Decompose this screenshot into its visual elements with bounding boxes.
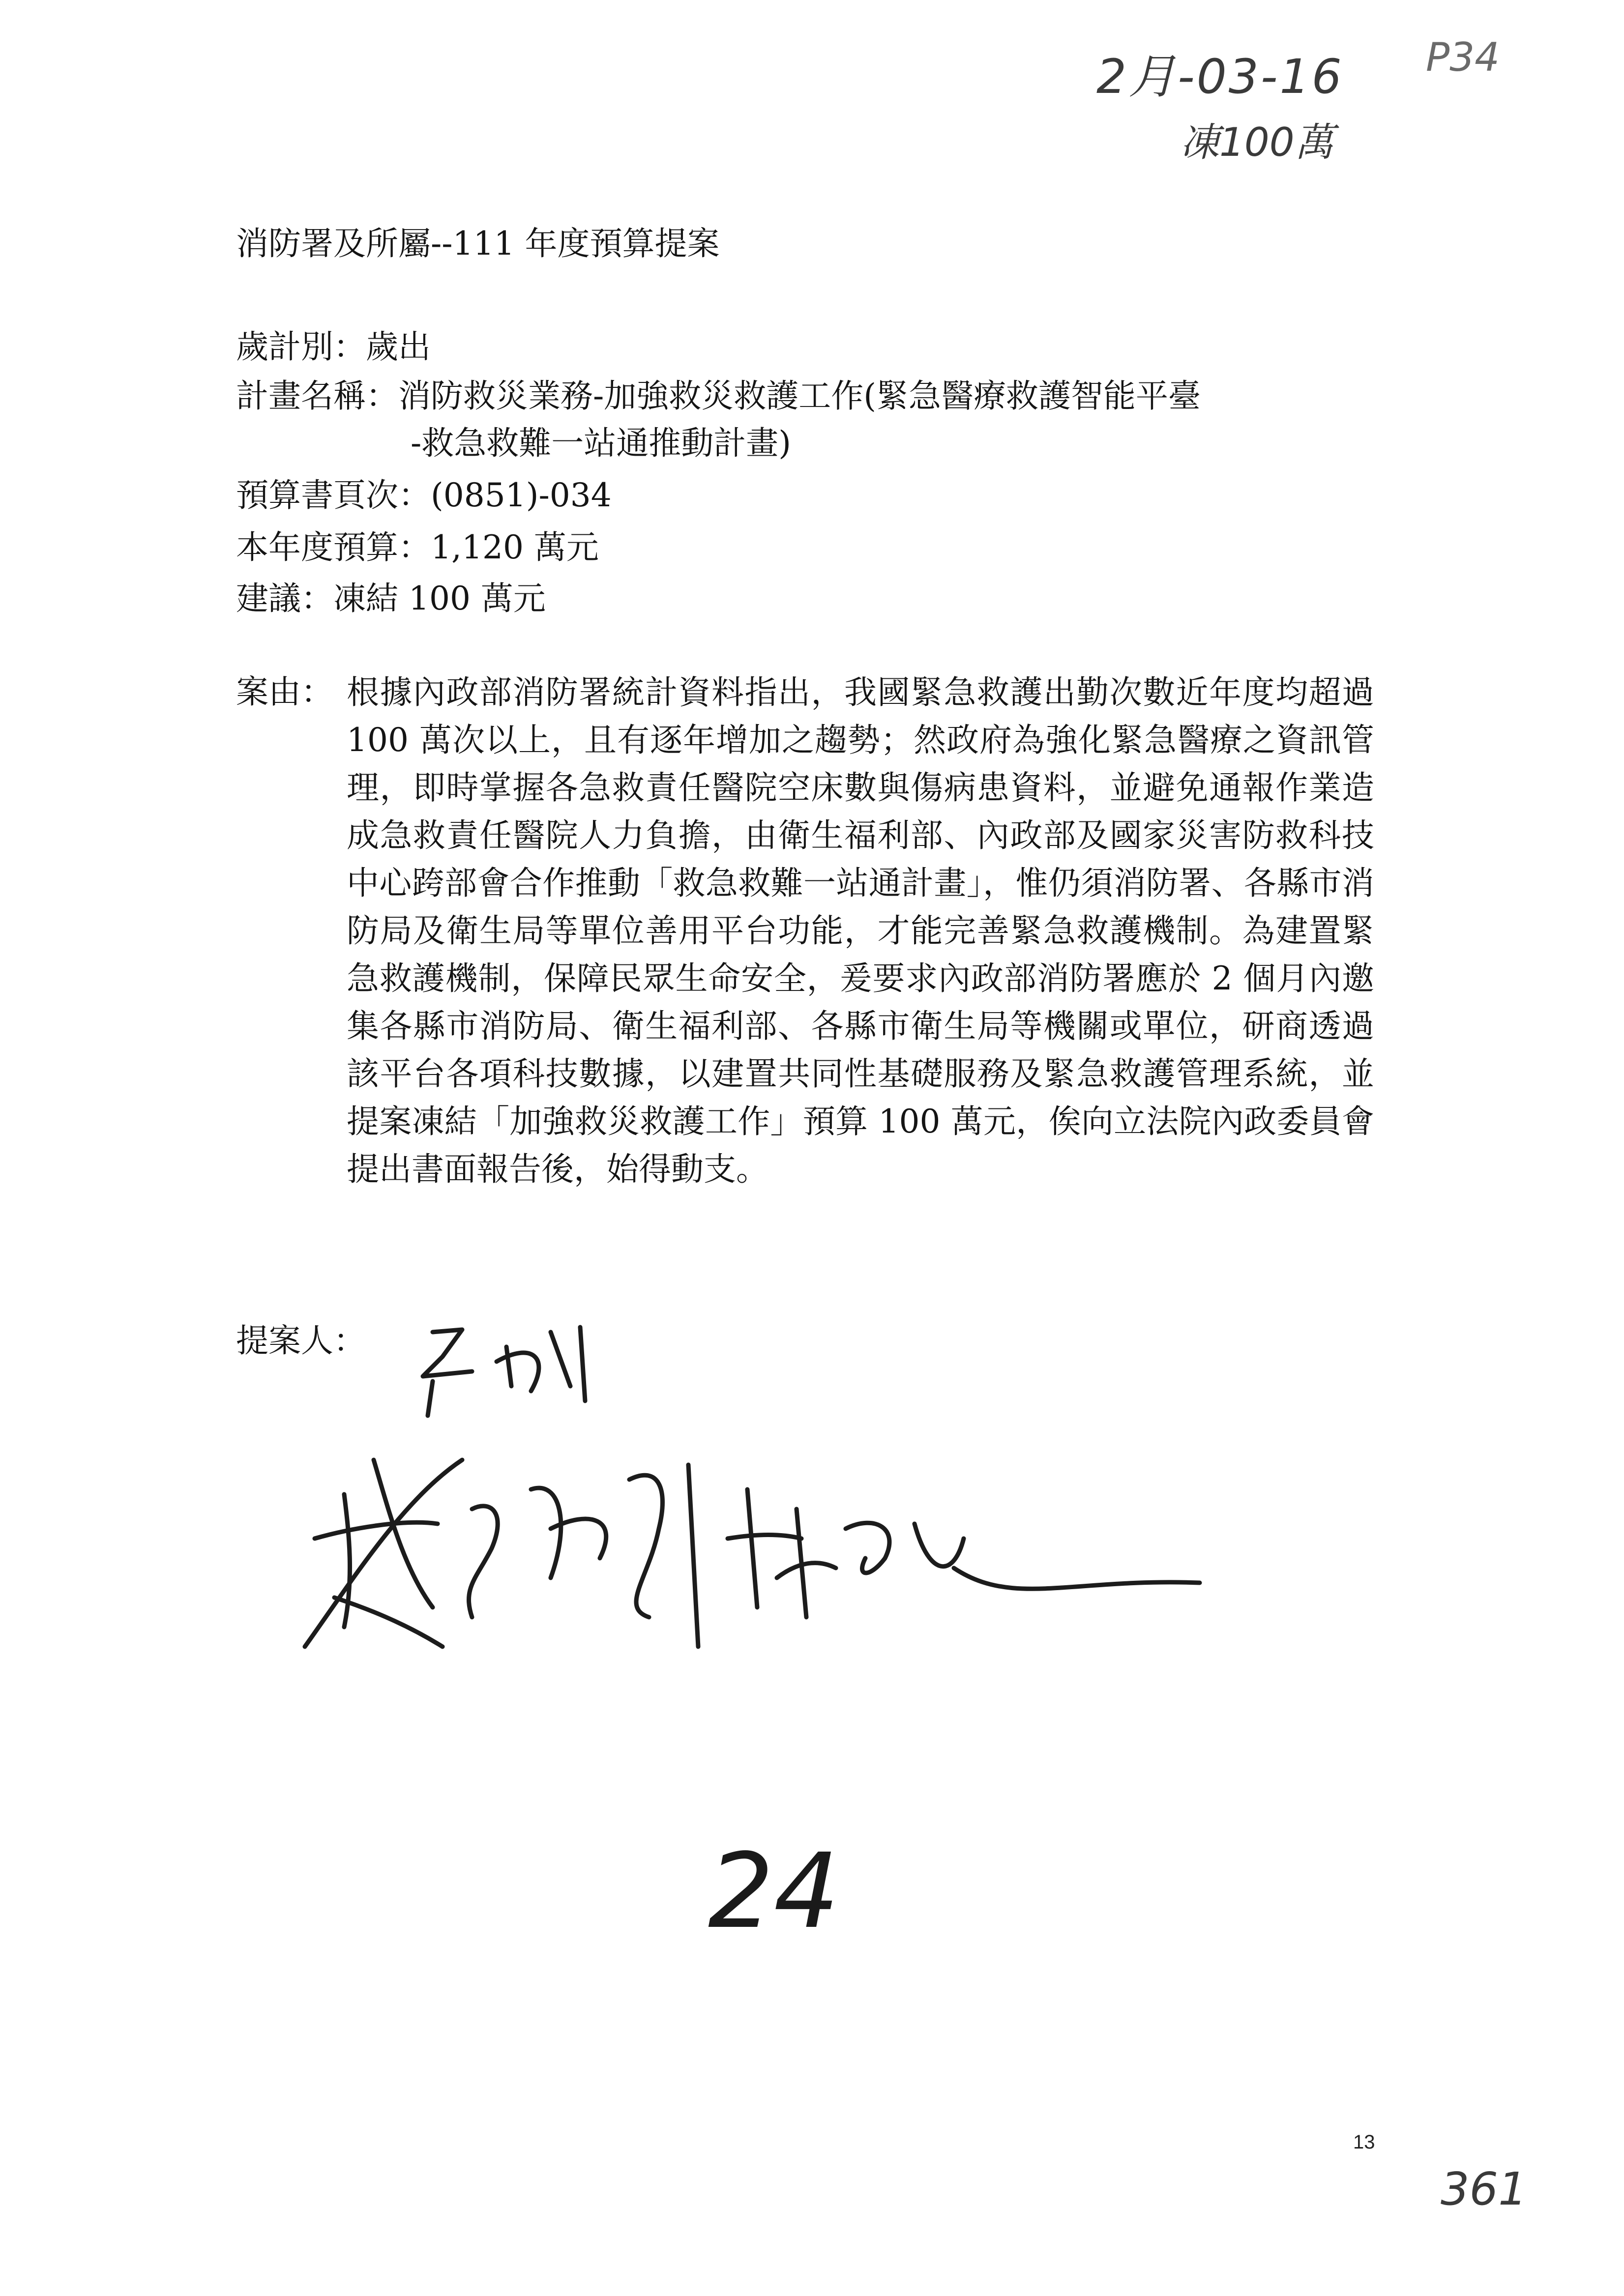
account-type-field: 歲計別：歲出 xyxy=(236,328,431,366)
handwritten-archive-number: 361 xyxy=(1441,2163,1527,2215)
proposer-signatures xyxy=(275,1303,1210,1720)
plan-name-field: 計畫名稱：消防救災業務-加強救災救護工作(緊急醫療救護智能平臺 xyxy=(236,377,1201,415)
annual-budget-field: 本年度預算：1,120 萬元 xyxy=(236,528,599,566)
svg-text:24: 24 xyxy=(708,1831,840,1947)
plan-name-continuation: -救急救難一站通推動計畫) xyxy=(411,424,792,462)
signature-1 xyxy=(423,1327,585,1416)
page-number: 13 xyxy=(1353,2131,1375,2153)
reason-paragraph: 根據內政部消防署統計資料指出，我國緊急救護出勤次數近年度均超過 100 萬次以上，且有逐年增加之趨勢；然政府為強化緊急醫療之資訊管理，即時掌握各急救責任醫院空床數與傷病患資料，並避免通報作業造成急救責任醫院人力負擔，由衛生福利部、內政部及國家災害防救科技中心跨部會合作推動「救急救難一站通計畫」，惟仍須消防署、各縣市消防局及衛生局等單位善用平台功能，才能完善緊急救護機制。為建置緊急救護機制，保障民眾生命安全，爰要求內政部消防署應於 2 個月內邀集各縣市消防局、衛生福利部、各縣市衛生局等機關或單位，研商透過該平台各項科技數據，以建置共同性基礎服務及緊急救護管理系統，並提案凍結「加強救災救護工作」預算 100 萬元，俟向立法院內政委員會提出書面報告後，始得動支。 xyxy=(347,673,1374,1188)
signature-2 xyxy=(305,1460,698,1647)
handwritten-date-code: 2月-03-16 xyxy=(1096,49,1344,104)
signature-3 xyxy=(728,1489,1200,1617)
suggestion-field: 建議：凍結 100 萬元 xyxy=(236,580,546,617)
document-title: 消防署及所屬--111 年度預算提案 xyxy=(236,225,720,262)
proposer-label: 提案人： xyxy=(236,1322,366,1360)
reason-label: 案由： xyxy=(236,673,333,711)
budget-page-field: 預算書頁次：(0851)-034 xyxy=(236,476,612,514)
handwritten-number-24 xyxy=(698,1829,905,1947)
handwritten-freeze-note: 凍100萬 xyxy=(1180,119,1334,165)
handwritten-page-ref: P34 xyxy=(1426,34,1500,80)
